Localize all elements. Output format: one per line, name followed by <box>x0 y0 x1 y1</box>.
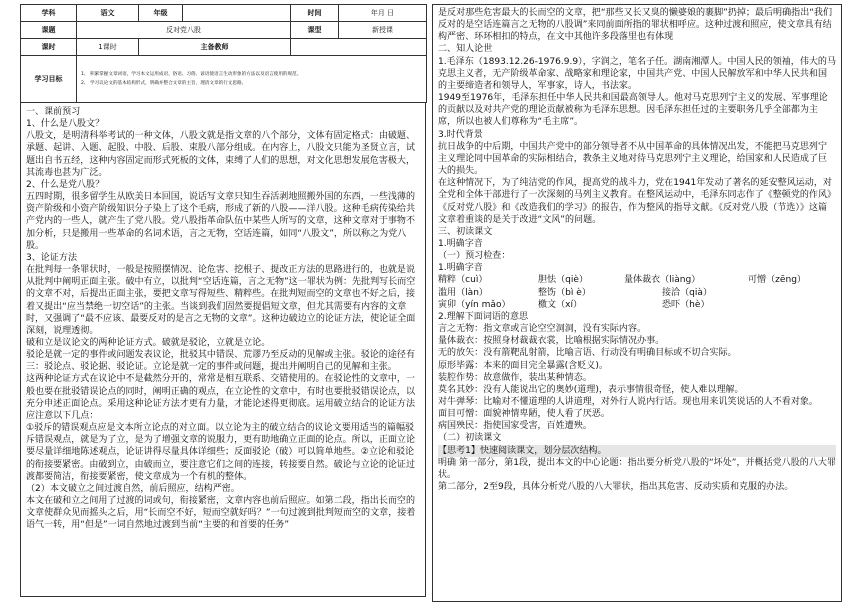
subject-label: 学科 <box>21 5 77 22</box>
pronunciation-row <box>438 274 836 286</box>
sub-heading: （一）预习检查： <box>438 251 511 262</box>
left-column <box>20 4 426 602</box>
paragraph: 在这种情况下，为了纯洁党的作风，提高党的战斗力，党在1941年发动了著名的延安整风运动，对全党和全体干部进行了一次深刻的马列主义教育。在整风运动中，毛泽东同志作了《整顿党的作风》《反对党八股》和《改造我们的学习》的报告，作为整风的指导文献。《反对党八股（节选）》这篇文章着重谈的是关于改进“文风”的问题。 <box>438 178 832 225</box>
paragraph: 八股文，是明清科举考试的一种文体，八股文就是指文章的八个部分，文体有固定格式：由破题、承题、起讲、入题、起股、中股、后股、束股八部分组成。在内容上，八股文只能为圣贤立言，试题出自书五经，这种内容固定而形式死板的文体，束缚了人们的思想，对文化思想发展危害极大，其流毒也甚为广泛。 <box>26 131 416 178</box>
paragraph: 驳论是就一定的事件或问题发表议论，批驳其中错误、荒谬乃至反动的见解或主张。驳论的途径有三：驳论点、驳论据、驳论证。立论是就一定的事件或问题，提出并阐明自己的见解和主张。 <box>26 350 416 373</box>
sub-heading: 2.理解下面词语的意思 <box>438 311 529 322</box>
period-value: 1课时 <box>77 39 139 56</box>
topic-label: 课题 <box>21 22 77 39</box>
section-heading: 3.时代背景 <box>438 129 483 140</box>
goal-item: 2、 学习议论文的基本结构形式，明确并整合文章的主旨，理清文章的行文思路。 <box>81 81 247 86</box>
pron-item: 寅卯（yín mǎo） <box>438 299 511 310</box>
topic-value: 反对党八股 <box>77 22 291 39</box>
goal-item: 1、 积累掌握文章词语，学习本文运用成语、俗语、习俗、谚语使语言生动形象的方法以及语言使用的规范。 <box>81 72 302 77</box>
sub-heading: （二）初读课文 <box>438 433 502 444</box>
pron-item: 檄文（xí） <box>538 299 583 310</box>
header-row-period <box>21 39 427 56</box>
grade-label: 年级 <box>139 5 183 22</box>
paragraph: 在批判每一条罪状时，一般是按照摆情况、论危害、挖根子、提改正方法的思路进行的，也就是说从批判中阐明正面主张。破中有立，以批判“空话连篇，言之无物”这一罪状为例：先批判写长而空的文章不对，后提出正面主张，要把文章写得短些、精粹些。在批判短而空的文章也不好之后，接着又提出“应当禁绝一切空话”的主张。当谈到我们固然要提倡短文章，但尤其需要有内容的文章时，又强调了“最不应该、最要反对的是言之无物的文章”。这种边破边立的论证方法，使论证全面深刻，说理透彻。 <box>26 265 416 336</box>
sub-heading: 1.明确字音 <box>438 263 483 274</box>
pron-item: 接洽（qià） <box>662 287 712 298</box>
teacher-label: 主备教师 <box>139 39 291 56</box>
header-table <box>20 4 427 103</box>
period-label: 课时 <box>21 39 77 56</box>
subject-value: 语文 <box>77 5 139 22</box>
type-value: 新授课 <box>339 22 427 39</box>
section-heading: 三、初读课文 <box>438 226 493 237</box>
question-heading: 2、什么是党八股？ <box>26 179 105 190</box>
word-definition: 装腔作势：故意做作，装出某种情态。 <box>438 372 592 383</box>
paragraph: （2）本文破立之间过渡自然，前后照应，结构严密。 <box>26 483 240 494</box>
paragraph: 五四时期，很多留学生从欧美日本回国，说话写文章只知生吞活剥地照搬外国的东西，一些浅薄的资产阶级和小资产阶级知识分子染上了这个毛病，形成了新的八股——洋八股。这种毛病传染给共产党内的一些人，就产生了党八股。党八股指革命队伍中某些人所写的文章，这种文章对于事物不加分析，只是搬用一些革命的名词术语，言之无物，空话连篇，如同“八股文”，所以称之为党八股。 <box>26 192 416 251</box>
question-heading: 1、什么是八股文？ <box>26 119 105 130</box>
word-definition: 莫名其妙：没有人能说出它的奥妙(道理)，表示事情很奇怪，使人难以理解。 <box>438 384 744 395</box>
sub-heading: 1.明确字音 <box>438 238 483 249</box>
header-row-topic <box>21 22 427 39</box>
grade-value <box>183 5 291 22</box>
word-definition: 面目可憎：面貌神情卑陋，使人看了厌恶。 <box>438 409 610 420</box>
paragraph: 1949至1976年，毛泽东担任中华人民共和国最高领导人。他对马克思列宁主义的发展、军事理论的贡献以及对共产党的理论贡献被称为毛泽东思想。因毛泽东担任过的主要职务几乎全部都为主席，所以也被人们尊称为“毛主席”。 <box>438 93 828 128</box>
paragraph: 抗日战争的中后期，中国共产党中的部分领导者不从中国革命的具体情况出发，不能把马克思列宁主义理论同中国革命的实际相结合，教条主义地对待马克思列宁主义理论，给国家和人民造成了巨大的损失。 <box>438 141 828 177</box>
word-definition: 对牛弹琴：比喻对不懂道理的人讲道理，对外行人说内行话。现也用来讥笑说话的人不看对象。 <box>438 397 818 407</box>
question-heading: 3、论证方法 <box>26 252 77 263</box>
header-row-subject <box>21 5 427 22</box>
teacher-value <box>291 39 427 56</box>
left-body <box>20 103 426 597</box>
paragraph: 破和立是议论文的两种论证方式。破就是驳论，立就是立论。 <box>26 337 271 348</box>
section-heading: 一、课前预习 <box>26 107 81 117</box>
paragraph: ①驳斥的错误观点应是文本所立论点的对立面。以立论为主的破立结合的议论文要用适当的篇幅驳斥错误观点，就是为了立，是为了增强文章的说服力，更有助地确立正面的论点。所以，正面立论要尽量详细地陈述观点，论证讲得尽量具体详细些；反面驳论（破）可以简单地些。②立论和驳论的衔接要紧密。由破到立，由破而立，要注意它们之间的连接，转接要自然。破论与立论的论证过渡都要简洁，衔接要紧密，使文章成为一个有机的整体。 <box>26 423 416 482</box>
paragraph: 第二部分，2至9段，具体分析党八股的八大罪状，指出其危害、反动实质和克服的办法。 <box>438 482 794 493</box>
word-definition: 言之无物：指文章或言论空空洞洞，没有实际内容。 <box>438 324 647 335</box>
pron-item: 恐吓（hè） <box>662 299 710 310</box>
right-column <box>432 4 842 602</box>
time-value: 年月 日 <box>339 5 427 22</box>
type-label: 课型 <box>291 22 339 39</box>
pron-item: 胆怯（qiè） <box>538 275 589 286</box>
pron-item: 量体裁衣（liàng） <box>624 275 701 286</box>
paragraph: 这两种论证方式在议论中不是截然分开的，常常是相互联系、交错使用的。在驳论性的文章中，一般也要在批驳错误论点的同时，阐明正确的观点，在立论性的文章中，有时也要批驳错误论点，以充分申述正面论点。采用这种论证方法才更有力量，才能论述得更彻底。运用破立结合的论证方法应注意以下几点： <box>26 374 416 421</box>
word-definition: 量体裁衣：按照身材裁裁衣裳，比喻根据实际情况办事。 <box>438 336 665 347</box>
paragraph: 本文在破和立之间用了过渡的词或句，衔接紧密，文章内容也前后照应。如第二段，指出长而空的文章使群众见而摇头之后，用“长而空不好，短而空就好吗？”一句过渡到批判短而空的文章，接着语气一转，用“但是”一词自然地过渡到当前“主要的和首要的任务” <box>26 496 416 531</box>
paragraph: 是反对那些危害最大的长而空的文章，把“那些又长又臭的懒婆娘的裹脚”扔掉；最后明确指出“我们反对的是空话连篇言之无物的八股调”来同前面所指的罪状相呼应。这种过渡和照应，使文章具有结构严密、环环相扣的特点，在文中其他许多段落里也有体现 <box>438 8 833 43</box>
pron-item: 整饬（bì è） <box>538 287 591 298</box>
section-heading: 二、知人论世 <box>438 44 493 55</box>
paragraph: 1.毛泽东（1893.12.26-1976.9.9），字润之，笔名子任。湖南湘潭人。中国人民的领袖，伟大的马克思主义者，无产阶级革命家、战略家和理论家，中国共产党、中国人民解放军和中华人民共和国的主要缔造者和领导人，军事家，诗人，书法家。 <box>438 56 837 91</box>
paragraph: 明确 第一部分，第1段，提出本文的中心论题：指出要分析党八股的“坏处”，并概括党八股的八大罪状。 <box>438 457 836 480</box>
header-row-goals <box>21 56 427 103</box>
think-question: 【思考1】快速阅读课文，划分层次结构。 <box>438 445 836 457</box>
pronunciation-row <box>438 299 836 311</box>
pronunciation-row <box>438 287 836 299</box>
pron-item: 精粹（cuì） <box>438 275 488 286</box>
pron-item: 滥用（làn） <box>438 287 488 298</box>
word-definition: 原形毕露：本来的面目完全暴露(含贬义)。 <box>438 360 608 371</box>
word-definition: 无的放矢：没有箭靶乱射箭，比喻言语、行动没有明确目标或不切合实际。 <box>438 348 737 359</box>
time-label: 时间 <box>291 5 339 22</box>
goals-cell <box>77 56 427 103</box>
goals-label: 学习目标 <box>21 56 77 103</box>
pron-item: 可憎（zēng） <box>748 275 806 286</box>
word-definition: 病国殃民：指使国家受害，百姓遭殃。 <box>438 421 592 432</box>
